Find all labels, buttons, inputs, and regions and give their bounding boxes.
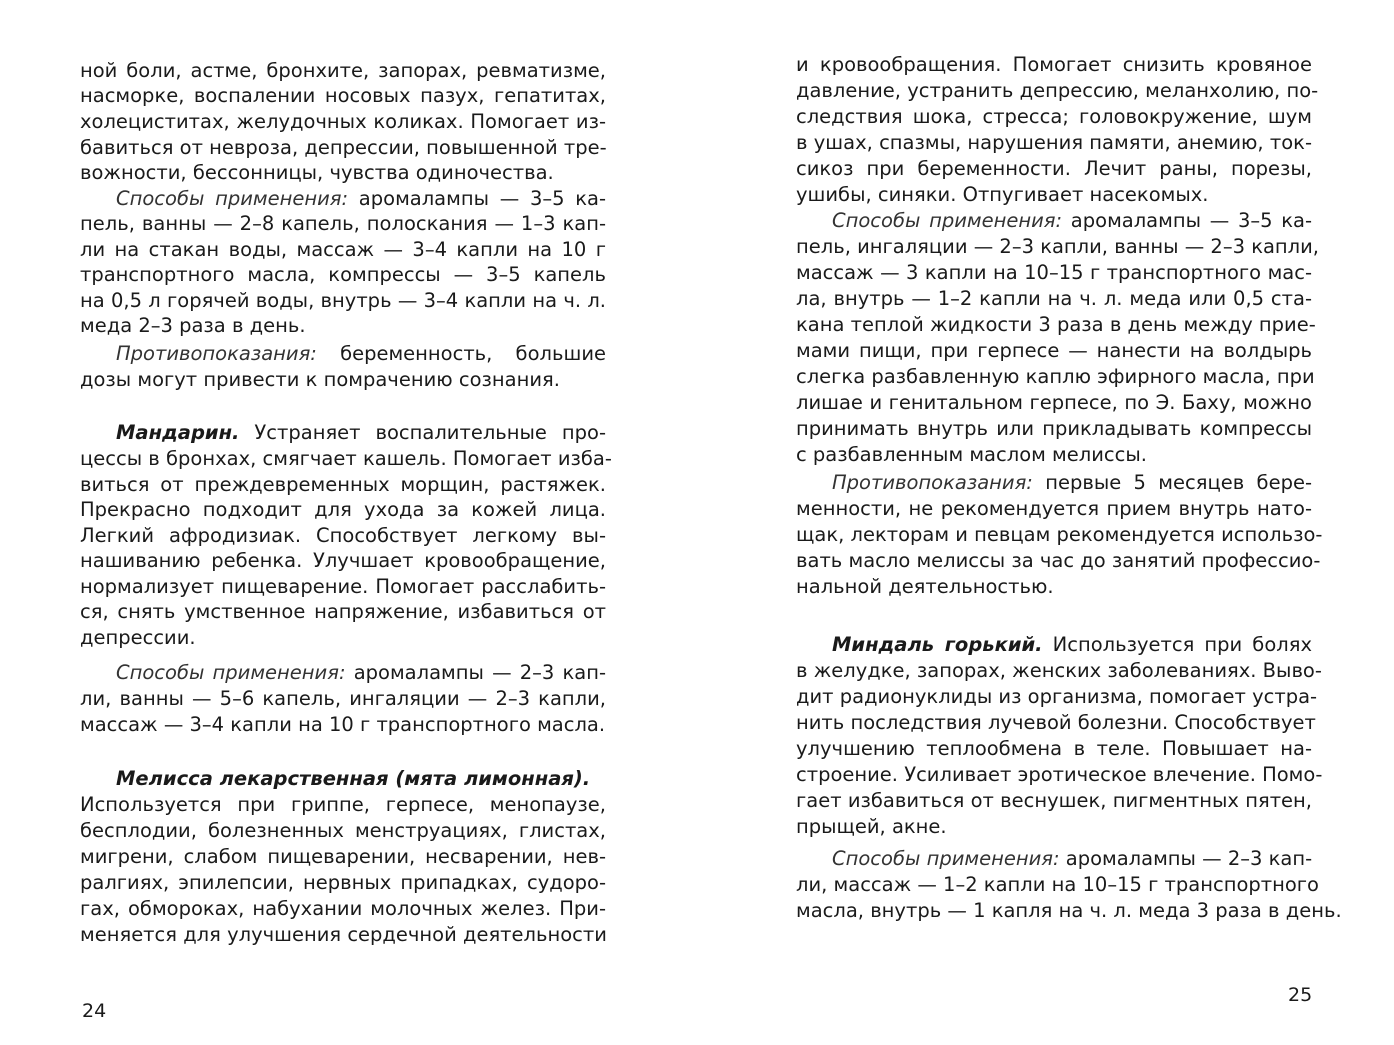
body-text: мигрени, слабом пищеварении, несварении, нев- xyxy=(80,845,606,868)
body-text: аромалампы — 3–5 ка- xyxy=(348,187,606,210)
section-label: Способы применения: xyxy=(832,847,1060,870)
text-line xyxy=(80,472,606,498)
body-text: Легкий афродизиак. Способствует легкому вы- xyxy=(80,524,606,547)
text-line xyxy=(796,442,1312,468)
body-text: следствия шока, стресса; головокружение, шум xyxy=(796,105,1312,128)
text-line xyxy=(796,496,1312,522)
text-line xyxy=(80,686,606,712)
body-text: улучшению теплообмена в теле. Повышает на- xyxy=(796,737,1312,760)
text-line xyxy=(796,788,1312,814)
body-text: дозы могут привести к помрачению сознания. xyxy=(80,368,560,391)
entry-heading: Миндаль горький. xyxy=(832,633,1043,656)
body-text: Прекрасно подходит для ухода за кожей лица. xyxy=(80,498,606,521)
text-line xyxy=(796,338,1312,364)
body-text: ла, внутрь — 1–2 капли на ч. л. меда или 0,5 ста- xyxy=(796,287,1312,310)
body-text: вать масло мелиссы за час до занятий профессио- xyxy=(796,549,1321,572)
section-label: Способы применения: xyxy=(832,209,1063,232)
body-text: принимать внутрь или прикладывать компрессы xyxy=(796,417,1312,440)
text-line xyxy=(796,52,1312,78)
text-line xyxy=(796,78,1319,104)
text-line xyxy=(796,312,1316,338)
body-text: щак, лекторам и певцам рекомендуется использо- xyxy=(796,523,1323,546)
text-line xyxy=(80,262,606,288)
body-text: нальной деятельностью. xyxy=(796,575,1054,598)
text-line xyxy=(796,658,1322,684)
body-text: в ушах, спазмы, нарушения памяти, анемию, ток- xyxy=(796,131,1312,154)
body-text: нашиванию ребенка. Улучшает кровообращение, xyxy=(80,549,606,572)
text-line xyxy=(796,632,1312,658)
body-text: массаж — 3 капли на 10–15 г транспортного мас- xyxy=(796,261,1312,284)
body-text: строение. Усиливает эротическое влечение. Помо- xyxy=(796,763,1323,786)
body-text: ушибы, синяки. Отпугивает насекомых. xyxy=(796,183,1209,206)
text-line xyxy=(80,660,606,686)
text-line xyxy=(80,548,606,574)
text-line xyxy=(80,341,606,367)
text-line xyxy=(796,762,1323,788)
text-line xyxy=(80,844,606,870)
text-line xyxy=(80,446,612,472)
text-line xyxy=(80,599,606,625)
text-line xyxy=(796,260,1312,286)
body-text: бесплодии, болезненных менструациях, глистах, xyxy=(80,819,606,842)
text-line xyxy=(80,625,606,651)
body-text: мами пищи, при герпесе — нанести на волдырь xyxy=(796,339,1312,362)
body-text: меда 2–3 раза в день. xyxy=(80,314,306,337)
text-line xyxy=(796,872,1319,898)
text-line xyxy=(80,896,606,922)
body-text: цессы в бронхах, смягчает кашель. Помогает изба- xyxy=(80,447,612,470)
body-text: Устраняет воспалительные про- xyxy=(239,421,606,444)
text-line xyxy=(80,237,606,263)
body-text: массаж — 3–4 капли на 10 г транспортного масла. xyxy=(80,713,606,736)
text-line xyxy=(796,182,1312,208)
body-text: насморке, воспалении носовых пазух, гепатитах, xyxy=(80,84,606,107)
body-text: нормализует пищеварение. Помогает расслабить- xyxy=(80,575,606,598)
text-line xyxy=(796,234,1320,260)
body-text: вожности, бессонницы, чувства одиночества. xyxy=(80,161,554,184)
text-line xyxy=(80,818,606,844)
text-line xyxy=(80,313,606,339)
body-text: слегка разбавленную каплю эфирного масла, при xyxy=(796,365,1315,388)
body-text: нить последствия лучевой болезни. Способствует xyxy=(796,711,1316,734)
text-line xyxy=(80,574,606,600)
text-line xyxy=(80,420,606,446)
text-line xyxy=(80,922,606,948)
body-text: меняется для улучшения сердечной деятельности xyxy=(80,923,607,946)
text-line xyxy=(796,898,1342,924)
body-text: давление, устранить депрессию, меланхолию, по- xyxy=(796,79,1319,102)
body-text: гах, обмороках, набухании молочных желез. При- xyxy=(80,897,606,920)
body-text: на 0,5 л горячей воды, внутрь — 3–4 капли на ч. л. xyxy=(80,289,606,312)
body-text: дит радионуклиды из организма, помогает устра- xyxy=(796,685,1318,708)
body-text: депрессии. xyxy=(80,626,196,649)
body-text: аромалампы — 3–5 ка- xyxy=(1062,209,1312,232)
body-text: холециститах, желудочных коликах. Помогает из- xyxy=(80,110,606,133)
body-text: пель, ингаляции — 2–3 капли, ванны — 2–3 капли, xyxy=(796,235,1320,258)
entry-heading: Мандарин. xyxy=(116,421,240,444)
text-line xyxy=(796,286,1312,312)
text-line xyxy=(80,186,606,212)
text-line xyxy=(80,712,606,738)
text-line xyxy=(80,135,606,161)
text-line xyxy=(80,83,606,109)
body-text: первые 5 месяцев бере- xyxy=(1032,471,1312,494)
body-text: кана теплой жидкости 3 раза в день между прие- xyxy=(796,313,1316,336)
text-line xyxy=(796,548,1321,574)
body-text: транспортного масла, компрессы — 3–5 капель xyxy=(80,263,606,286)
text-line xyxy=(796,814,1312,840)
text-line xyxy=(80,766,606,792)
text-line xyxy=(80,870,606,896)
body-text: лишае и генитальном герпесе, по Э. Баху, можно xyxy=(796,391,1312,414)
text-line xyxy=(796,416,1312,442)
body-text: аромалампы — 2–3 кап- xyxy=(345,661,607,684)
body-text: и кровообращения. Помогает снизить кровяное xyxy=(796,53,1312,76)
text-line xyxy=(796,846,1312,872)
text-line xyxy=(80,367,606,393)
body-text: пель, ванны — 2–8 капель, полоскания — 1–3 кап- xyxy=(80,212,606,235)
entry-heading: Мелисса лекарственная (мята лимонная). xyxy=(116,767,591,790)
body-text: ралгиях, эпилепсии, нервных припадках, судоро- xyxy=(80,871,606,894)
text-line xyxy=(796,522,1323,548)
body-text: гает избавиться от веснушек, пигментных пятен, xyxy=(796,789,1312,812)
body-text: ной боли, астме, бронхите, запорах, ревматизме, xyxy=(80,59,606,82)
text-line xyxy=(796,156,1312,182)
body-text: виться от преждевременных морщин, растяжек. xyxy=(80,473,606,496)
body-text: беременность, большие xyxy=(316,342,606,365)
body-text: ли на стакан воды, массаж — 3–4 капли на 10 г xyxy=(80,238,606,261)
text-line xyxy=(80,160,606,186)
body-text: в желудке, запорах, женских заболеваниях. Выво- xyxy=(796,659,1322,682)
page-number-right: 25 xyxy=(1288,984,1313,1006)
text-line xyxy=(80,58,606,84)
body-text: ли, ванны — 5–6 капель, ингаляции — 2–3 капли, xyxy=(80,687,606,710)
section-label: Способы применения: xyxy=(116,661,346,684)
body-text: сикоз при беременности. Лечит раны, порезы, xyxy=(796,157,1312,180)
text-line xyxy=(80,109,606,135)
text-line xyxy=(80,523,606,549)
section-label: Способы применения: xyxy=(116,187,349,210)
body-text: с разбавленным маслом мелиссы. xyxy=(796,443,1147,466)
body-text: масла, внутрь — 1 капля на ч. л. меда 3 раза в день. xyxy=(796,899,1342,922)
section-label: Противопоказания: xyxy=(832,471,1033,494)
section-label: Противопоказания: xyxy=(116,342,317,365)
body-text: аромалампы — 2–3 кап- xyxy=(1059,847,1313,870)
body-text: ли, массаж — 1–2 капли на 10–15 г транспортного xyxy=(796,873,1319,896)
text-line xyxy=(80,497,606,523)
body-text: Используется при гриппе, герпесе, менопаузе, xyxy=(80,793,606,816)
text-line xyxy=(796,470,1312,496)
text-line xyxy=(80,288,606,314)
body-text: бавиться от невроза, депрессии, повышенной тре- xyxy=(80,136,607,159)
text-line xyxy=(80,792,606,818)
text-line xyxy=(796,390,1312,416)
body-text: Используется при болях xyxy=(1042,633,1313,656)
body-text: менности, не рекомендуется прием внутрь нато- xyxy=(796,497,1312,520)
text-line xyxy=(80,211,606,237)
page-number-left: 24 xyxy=(82,1000,107,1022)
text-line xyxy=(796,364,1315,390)
body-text: ся, снять умственное напряжение, избавиться от xyxy=(80,600,606,623)
text-line xyxy=(796,130,1312,156)
text-line xyxy=(796,736,1312,762)
text-line xyxy=(796,104,1312,130)
body-text: прыщей, акне. xyxy=(796,815,947,838)
text-line xyxy=(796,710,1316,736)
text-line xyxy=(796,208,1312,234)
text-line xyxy=(796,574,1312,600)
text-line xyxy=(796,684,1318,710)
